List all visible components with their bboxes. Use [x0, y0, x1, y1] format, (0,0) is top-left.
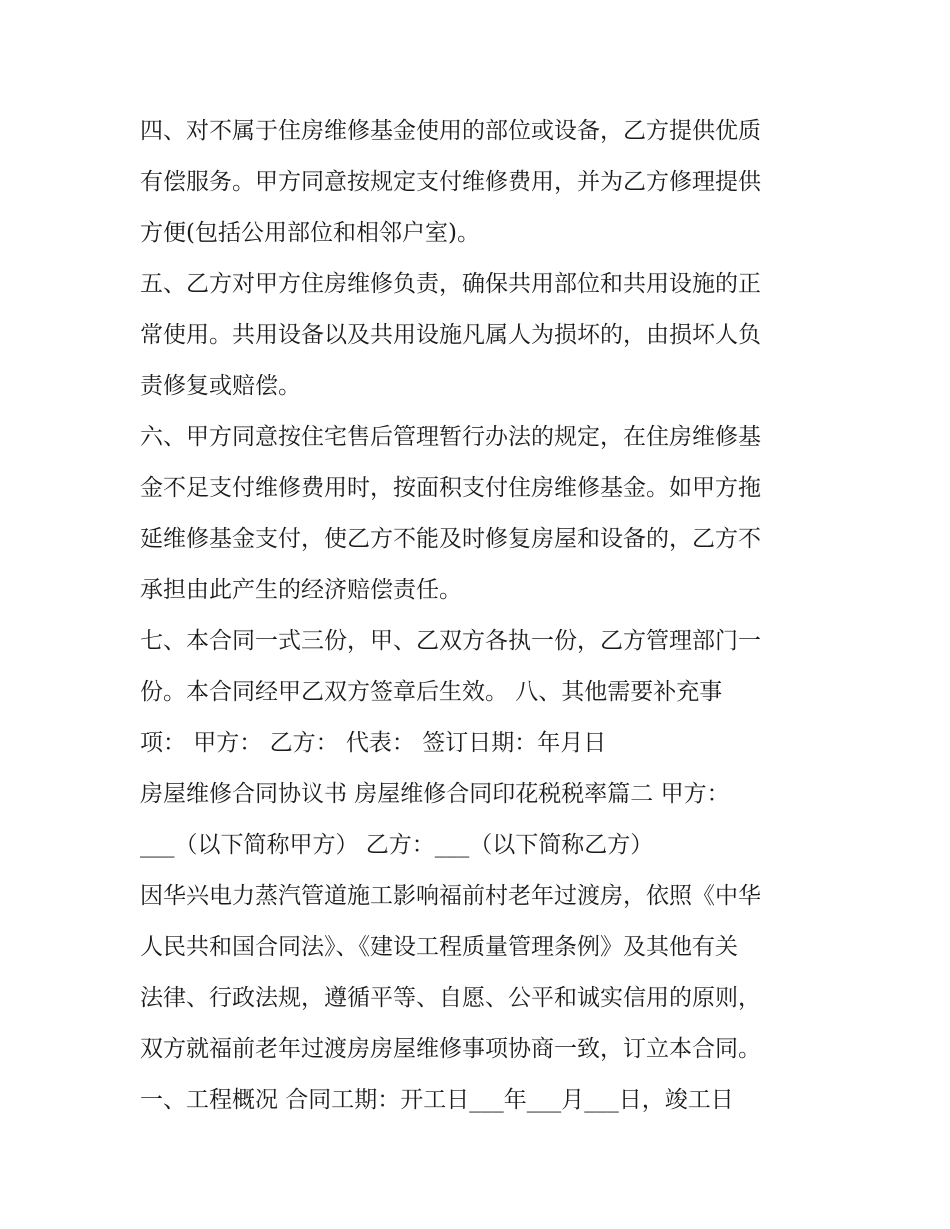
- text-line-7: 六、甲方同意按住宅售后管理暂行办法的规定，在住房维修基: [140, 424, 761, 450]
- text-line-1: 四、对不属于住房维修基金使用的部位或设备，乙方提供优质: [140, 118, 761, 144]
- text-line-20: 一、工程概况 合同工期：开工日___年___月___日，竣工日: [140, 1087, 734, 1113]
- text-line-14: 房屋维修合同协议书 房屋维修合同印花税税率篇二 甲方：: [140, 781, 730, 807]
- text-line-5: 常使用。共用设备以及共用设施凡属人为损坏的，由损坏人负: [140, 322, 761, 348]
- text-line-18: 法律、行政法规，遵循平等、自愿、公平和诚实信用的原则，: [140, 985, 761, 1011]
- text-line-13: 项： 甲方： 乙方： 代表： 签订日期：年月日: [140, 730, 607, 756]
- text-line-4: 五、乙方对甲方住房维修负责，确保共用部位和共用设施的正: [140, 271, 761, 297]
- text-line-2: 有偿服务。甲方同意按规定支付维修费用，并为乙方修理提供: [140, 169, 761, 195]
- text-line-9: 延维修基金支付，使乙方不能及时修复房屋和设备的，乙方不: [140, 526, 761, 552]
- text-line-16: 因华兴电力蒸汽管道施工影响福前村老年过渡房，依照《中华: [140, 883, 761, 909]
- text-line-8: 金不足支付维修费用时，按面积支付住房维修基金。如甲方拖: [140, 475, 761, 501]
- text-line-12: 份。本合同经甲乙双方签章后生效。 八、其他需要补充事: [140, 679, 723, 705]
- text-line-3: 方便(包括公用部位和相邻户室)。: [140, 220, 480, 246]
- text-line-15: ___（以下简称甲方） 乙方：___（以下简称乙方）: [140, 832, 654, 858]
- text-line-11: 七、本合同一式三份，甲、乙双方各执一份，乙方管理部门一: [140, 628, 761, 654]
- text-line-17: 人民共和国合同法》、《建设工程质量管理条例》及其他有关: [140, 934, 738, 960]
- contract-text: [140, 106, 830, 1126]
- text-line-10: 承担由此产生的经济赔偿责任。: [140, 577, 462, 603]
- text-line-19: 双方就福前老年过渡房房屋维修事项协商一致，订立本合同。: [140, 1036, 761, 1062]
- text-line-6: 责修复或赔偿。: [140, 373, 301, 399]
